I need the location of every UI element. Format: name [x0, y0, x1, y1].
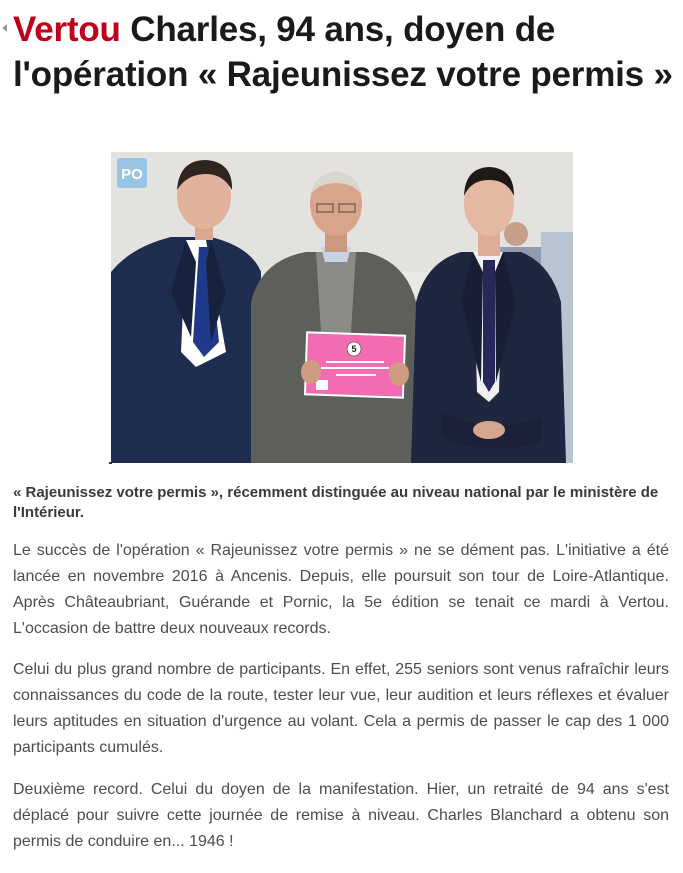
article-paragraph: Le succès de l'opération « Rajeunissez votre permis » ne se dément pas. L'initiative a été lancée en novembre 2016 à Ancenis. Depuis, elle poursuit son tour de Loire-Atlantique. Après Châteaubriant, Guérande et Pornic, la 5e édition se tenait ce mardi à Vertou. L'occasion de battre deux nouveaux records. — [13, 542, 669, 637]
headline-title: Charles, 94 ans, doyen de l'opération « Rajeunissez votre permis » — [13, 10, 673, 94]
article-headline — [13, 7, 673, 97]
photo-caption: « Rajeunissez votre permis », récemment distinguée au niveau national par le ministère de l'Intérieur. — [13, 484, 659, 521]
ouest-france-logo — [117, 158, 147, 188]
article-photo — [111, 152, 573, 463]
photo-underline — [109, 462, 112, 464]
headline-kicker: Vertou — [13, 10, 121, 49]
photo-illustration — [111, 152, 573, 463]
article-paragraph: Celui du plus grand nombre de participants. En effet, 255 seniors sont venus rafraîchir leurs connaissances du code de la route, tester leur vue, leur audition et leurs réflexes et évaluer leurs aptitudes en situation d'urgence au volant. Cela a permis de passer le cap des 1 000 participants cumulés. — [13, 661, 669, 756]
article-paragraph: Deuxième record. Celui du doyen de la manifestation. Hier, un retraité de 94 ans s'est déplacé pour suivre cette journée de remise à niveau. Charles Blanchard a obtenu son permis de conduire en... 1946 ! — [13, 781, 669, 850]
certificate — [305, 332, 405, 397]
certificate-number: 5 — [351, 344, 357, 354]
logo-text: PO — [121, 166, 143, 183]
corner-arrow-icon — [2, 24, 7, 32]
